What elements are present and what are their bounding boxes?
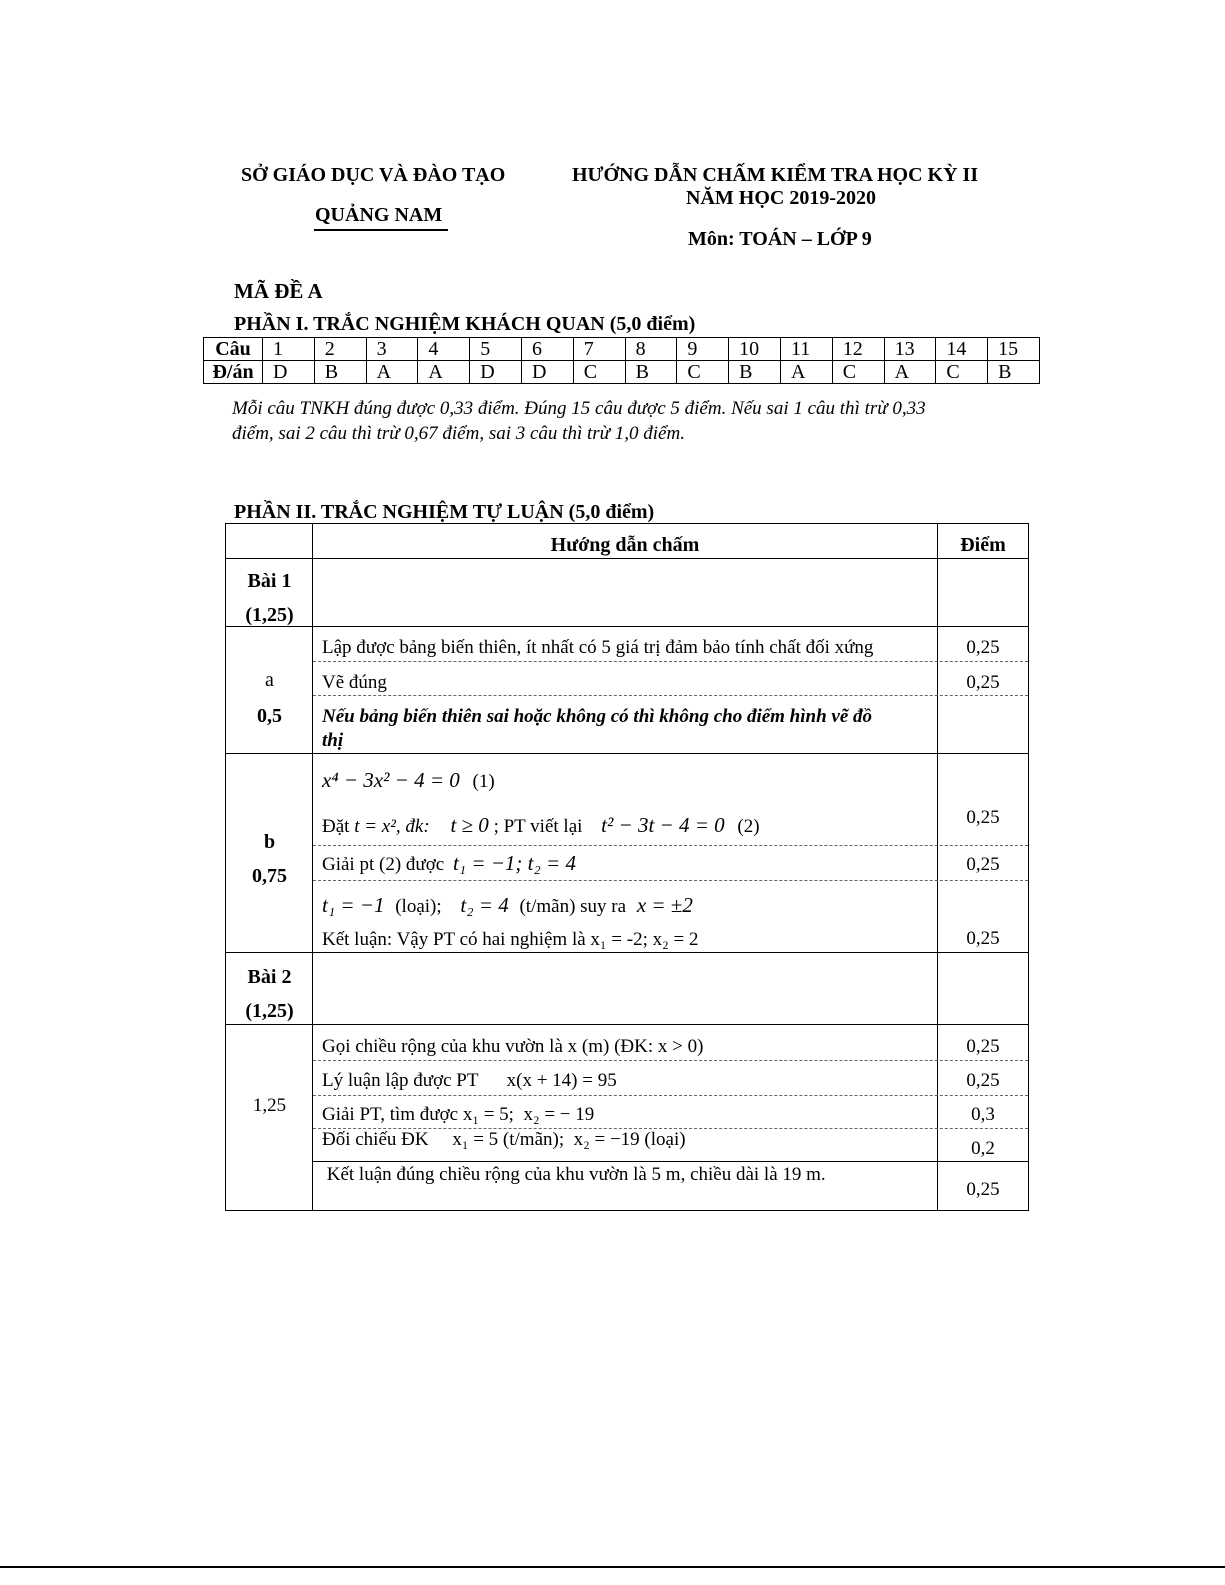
answer-row-label: Đ/án <box>204 361 263 384</box>
question-cell: 7 <box>573 338 625 361</box>
bai2-row1-text: Gọi chiều rộng của khu vườn là x (m) (ĐK: x > 0) <box>322 1036 704 1057</box>
bai1b-eq-num: (1) <box>472 771 495 792</box>
bai2-row4-text: Đối chiếu ĐK x₁ = 5 (t/mãn); x₂ = −19 (loại) <box>322 1129 686 1150</box>
bai2-row5-score: 0,25 <box>966 1179 1000 1200</box>
bai1b-row2-score: 0,25 <box>966 854 1000 875</box>
answer-cell: A <box>418 361 470 384</box>
bai1b-row3-m1: t₁ = −1 <box>322 893 385 917</box>
question-cell: 12 <box>832 338 884 361</box>
bai1b-row4-score: 0,25 <box>966 928 1000 949</box>
question-cell: 15 <box>988 338 1040 361</box>
answer-cell: A <box>780 361 832 384</box>
bai1b-row2-prefix: Giải pt (2) được <box>322 854 445 875</box>
question-cell: 8 <box>625 338 677 361</box>
bai1a-row2-text: Vẽ đúng <box>322 672 387 693</box>
bai2-row3-text: Giải PT, tìm được x₁ = 5; x₂ = − 19 <box>322 1104 595 1125</box>
question-cell: 14 <box>936 338 988 361</box>
bai1b-rule2 <box>313 880 1028 881</box>
bai1b-row1-eq: t² − 3t − 4 = 0 <box>601 813 725 837</box>
part2-title: PHẦN II. TRẮC NGHIỆM TỰ LUẬN (5,0 điểm) <box>234 501 655 523</box>
answer-cell: D <box>521 361 573 384</box>
answer-cell: C <box>573 361 625 384</box>
org-underline <box>314 229 448 231</box>
bai1-rule <box>225 626 1029 627</box>
bai1a-row1-score: 0,25 <box>966 637 1000 658</box>
question-cell: 4 <box>418 338 470 361</box>
bai1a-rule2 <box>313 695 1028 696</box>
part1-title: PHẦN I. TRẮC NGHIỆM KHÁCH QUAN (5,0 điểm) <box>234 313 696 335</box>
bai1a-rule1 <box>313 661 1028 662</box>
bai1b-row1-prefix: Đặt <box>322 816 355 837</box>
bai1-points: (1,25) <box>245 604 294 626</box>
question-cell: 6 <box>521 338 573 361</box>
answer-cell: C <box>936 361 988 384</box>
title-line1: HƯỚNG DẪN CHẤM KIỂM TRA HỌC KỲ II <box>572 164 979 186</box>
answer-cell: C <box>677 361 729 384</box>
answer-cell: D <box>263 361 315 384</box>
bai1b-row3-m2: t₂ = 4 <box>460 893 509 917</box>
bai1b-rule-end <box>225 952 1029 953</box>
bai1b-row1-num: (2) <box>737 816 760 837</box>
bai1a-label <box>226 666 313 730</box>
answer-cell: A <box>884 361 936 384</box>
bai2-label <box>226 963 313 1025</box>
title-line2: NĂM HỌC 2019-2020 <box>686 187 876 209</box>
bai2-left-points: 1,25 <box>252 1095 287 1116</box>
answer-cell: B <box>988 361 1040 384</box>
question-cell: 10 <box>729 338 781 361</box>
answer-cell: C <box>832 361 884 384</box>
bai1b-row1-cond: t ≥ 0 <box>450 813 489 837</box>
bai1a-rule-end <box>225 753 1029 754</box>
answer-cell: B <box>729 361 781 384</box>
bai1b-points: 0,75 <box>252 865 287 887</box>
bai1b-row4: Kết luận: Vậy PT có hai nghiệm là x₁ = -2; x₂ = 2 <box>322 929 699 950</box>
header-rule <box>225 558 1029 559</box>
bai1b-row3-m3: x = ±2 <box>636 893 693 917</box>
answer-row <box>204 361 1040 384</box>
bai2-title: Bài 2 <box>247 966 292 988</box>
answer-table <box>203 337 1040 384</box>
col-score-header: Điểm <box>960 534 1006 556</box>
bai1-label <box>226 567 313 629</box>
question-cell: 13 <box>884 338 936 361</box>
bai1b-equation <box>322 768 495 794</box>
part1-note <box>232 396 1022 446</box>
question-row-label: Câu <box>204 338 263 361</box>
bai1b-rule1 <box>313 845 1028 846</box>
bai1b-row1 <box>322 813 760 839</box>
bai2-rule1 <box>313 1060 1028 1061</box>
page-bottom-rule <box>0 1566 1225 1568</box>
bai1b-letter: b <box>263 831 276 853</box>
bai2-rule4 <box>313 1161 1029 1162</box>
exam-code: MÃ ĐỀ A <box>234 279 323 303</box>
bai2-row2-text: Lý luận lập được PT x(x + 14) = 95 <box>322 1070 617 1091</box>
bai1b-row3 <box>322 893 693 919</box>
bai1b-row2-math: t₁ = −1; t₂ = 4 <box>452 851 576 875</box>
col-guide-header: Hướng dẫn chấm <box>550 534 700 556</box>
org-line2: QUẢNG NAM <box>315 204 443 226</box>
bai1b-row1-score: 0,25 <box>966 807 1000 828</box>
bai1a-row2-score: 0,25 <box>966 672 1000 693</box>
bai1b-row1-sub: t = x², đk: <box>354 816 430 837</box>
answer-cell: A <box>366 361 418 384</box>
question-cell: 3 <box>366 338 418 361</box>
bai1b-eq: x⁴ − 3x² − 4 = 0 <box>322 768 460 792</box>
question-cell: 5 <box>470 338 522 361</box>
bai1b-label <box>226 828 313 890</box>
subject: Môn: TOÁN – LỚP 9 <box>688 228 872 250</box>
bai1a-points: 0,5 <box>257 705 282 727</box>
question-cell: 11 <box>780 338 832 361</box>
bai2-row4-score: 0,2 <box>971 1138 995 1159</box>
bai1b-row3-t2: (t/mãn) suy ra <box>519 896 627 917</box>
bai2-row3-score: 0,3 <box>971 1104 995 1125</box>
bai1-title: Bài 1 <box>247 570 292 592</box>
note-line1: Mỗi câu TNKH đúng được 0,33 điểm. Đúng 15 câu được 5 điểm. Nếu sai 1 câu thì trừ 0,33 <box>232 398 926 419</box>
bai2-rule <box>225 1024 1029 1025</box>
bai1a-note-line2: thị <box>322 730 344 751</box>
question-cell: 2 <box>314 338 366 361</box>
question-row <box>204 338 1040 361</box>
bai1b-row2 <box>322 851 576 877</box>
org-line1: SỞ GIÁO DỤC VÀ ĐÀO TẠO <box>241 164 506 186</box>
bai2-rule2 <box>313 1095 1028 1096</box>
bai1a-note-line1: Nếu bảng biến thiên sai hoặc không có thì không cho điểm hình vẽ đồ <box>322 706 873 727</box>
answer-cell: B <box>314 361 366 384</box>
bai1a-letter: a <box>265 669 274 691</box>
bai1a-note <box>322 705 872 753</box>
note-line2: điểm, sai 2 câu thì trừ 0,67 điểm, sai 3 câu thì trừ 1,0 điểm. <box>232 423 685 444</box>
bai2-points: (1,25) <box>245 1000 294 1022</box>
bai1b-row1-mid: ; PT viết lại <box>493 816 583 837</box>
bai1b-row3-t1: (loại); <box>395 896 442 917</box>
bai2-row5-text: Kết luận đúng chiều rộng của khu vườn là 5 m, chiều dài là 19 m. <box>322 1164 826 1185</box>
bai1a-row1-text: Lập được bảng biến thiên, ít nhất có 5 giá trị đảm bảo tính chất đối xứng <box>322 637 874 658</box>
question-cell: 9 <box>677 338 729 361</box>
answer-cell: D <box>470 361 522 384</box>
bai2-row1-score: 0,25 <box>966 1036 1000 1057</box>
bai2-row2-score: 0,25 <box>966 1070 1000 1091</box>
answer-cell: B <box>625 361 677 384</box>
question-cell: 1 <box>263 338 315 361</box>
